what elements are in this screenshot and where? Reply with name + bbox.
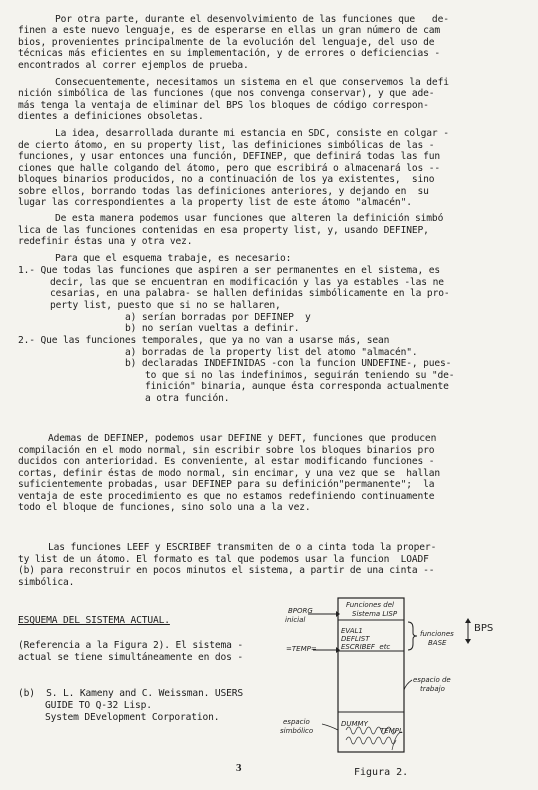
- text-line: a otra función.: [145, 393, 230, 404]
- text-line: ventaja de este procedimiento es que no estamos redefiniendo continuamente: [18, 491, 435, 502]
- figure-label: =TEMP=: [286, 645, 317, 653]
- figure-label: funciones: [420, 630, 454, 638]
- text-line: redefinir éstas una y otra vez.: [18, 236, 193, 247]
- figure-label: BPORG: [288, 607, 313, 615]
- figure-label: BASE: [428, 639, 447, 647]
- text-line: actual se tiene simultáneamente en dos -: [18, 652, 244, 663]
- text-line: más tenga la ventaja de eliminar del BPS los bloques de código correspon-: [18, 100, 429, 111]
- text-line: GUIDE TO Q-32 Lisp.: [45, 700, 152, 711]
- text-line: Por otra parte, durante el desenvolvimiento de las funciones que de-: [55, 14, 449, 25]
- text-line: (b) para reconstruir en pocos minutos el sistema, a partir de una cinta --: [18, 565, 435, 576]
- text-line: b) declaradas INDEFINIDAS -con la funcion UNDEFINE-, pues-: [125, 358, 452, 369]
- text-line: De esta manera podemos usar funciones que alteren la definición simbó: [55, 213, 444, 224]
- figure-label: DUMMY: [341, 720, 368, 728]
- page-number: 3: [236, 762, 242, 774]
- figure-label: inicial: [285, 616, 306, 624]
- text-line: La idea, desarrollada durante mi estancia en SDC, consiste en colgar -: [55, 128, 449, 139]
- figure-label: TEMPL: [380, 727, 403, 735]
- text-line: técnicas más eficientes en su implementación, y de errores o deficiencias -: [18, 48, 440, 59]
- text-line: b) no serían vueltas a definir.: [125, 323, 300, 334]
- text-line: ty list de un átomo. El formato es tal que podemos usar la funcion LOADF: [18, 554, 429, 565]
- figure-label: espacio de: [413, 676, 451, 684]
- figure-label: ESCRIBEF etc: [341, 643, 391, 651]
- text-line: ducidos con anterioridad. Es conveniente, al estar modificando funciones -: [18, 456, 435, 467]
- text-line: ciones que halle colgando del átomo, pero que escribirá o almacenará los --: [18, 163, 440, 174]
- figure-label: Sistema LISP: [352, 610, 398, 618]
- text-line: finen a este nuevo lenguaje, es de esperarse en ellas un gran número de cam: [18, 25, 440, 36]
- text-line: lica de las funciones contenidas en esa property list, y, usando DEFINEP,: [18, 225, 429, 236]
- figure-label: trabajo: [420, 685, 445, 693]
- text-line: sobre ellos, borrando todas las definiciones anteriores, y dejando en su: [18, 186, 429, 197]
- figure-label: DEFLIST: [341, 635, 370, 643]
- text-line: (Referencia a la Figura 2). El sistema -: [18, 640, 244, 651]
- figure-label: espacio: [283, 718, 310, 726]
- text-line: suficientemente probadas, usar DEFINEP para su definición"permanente"; la: [18, 479, 435, 490]
- text-line: a) borradas de la property list del atomo "almacén".: [125, 347, 418, 358]
- text-line: encontrados al correr ejemplos de prueba.: [18, 60, 249, 71]
- text-line: simbólica.: [18, 577, 75, 588]
- text-line: Ademas de DEFINEP, podemos usar DEFINE y DEFT, funciones que producen: [48, 433, 437, 444]
- text-line: compilación en el modo normal, sin escribir sobre los bloques binarios pro: [18, 445, 435, 456]
- text-line: System DEvelopment Corporation.: [45, 712, 220, 723]
- text-line: lugar las correspondientes a la property list de este átomo "almacén".: [18, 197, 412, 208]
- text-line: bios, provenientes principalmente de la evolución del lenguaje, del uso de: [18, 37, 435, 48]
- text-line: funciones, y usar entonces una función, DEFINEP, que definirá todas las fun: [18, 151, 440, 162]
- text-line: finición" binaria, aunque ésta corresponda actualmente: [145, 381, 449, 392]
- text-line: ESQUEMA DEL SISTEMA ACTUAL.: [18, 615, 170, 626]
- text-line: nición simbólica de las funciones (que nos convenga conservar), y que ade-: [18, 88, 435, 99]
- text-line: decir, las que se encuentran en modificación y las ya estables -las ne: [50, 277, 444, 288]
- figure-label: BPS: [474, 623, 494, 634]
- text-line: de cierto átomo, en su property list, las definiciones simbólicas de las -: [18, 140, 435, 151]
- text-line: dientes a definiciones obsoletas.: [18, 111, 204, 122]
- text-line: (b) S. L. Kameny and C. Weissman. USERS: [18, 688, 244, 699]
- figure-label: EVAL1: [341, 627, 363, 635]
- text-line: bloques binarios producidos, no a continuación de los ya existentes, sino: [18, 174, 435, 185]
- text-line: to que si no las indefinimos, seguirán teniendo su "de-: [145, 370, 455, 381]
- figure-label: simbólico: [280, 727, 314, 735]
- text-line: Para que el esquema trabaje, es necesario:: [55, 253, 292, 264]
- text-line: todo el bloque de funciones, sino solo una a la vez.: [18, 502, 311, 513]
- text-line: Las funciones LEEF y ESCRIBEF transmiten de o a cinta toda la proper-: [48, 542, 437, 553]
- figure-caption: Figura 2.: [354, 767, 409, 778]
- text-line: cesarias, en una palabra- se hallen definidas simbólicamente en la pro-: [50, 288, 450, 299]
- figure-label: Funciones del: [346, 601, 395, 609]
- text-line: 1.- Que todas las funciones que aspiren a ser permanentes en el sistema, es: [18, 265, 440, 276]
- text-line: a) serían borradas por DEFINEP y: [125, 312, 311, 323]
- text-line: cortas, definir éstas de modo normal, sin encimar, y una vez que se hallan: [18, 468, 440, 479]
- text-line: perty list, puesto que si no se hallaren,: [50, 300, 281, 311]
- text-line: 2.- Que las funciones temporales, que ya no van a usarse más, sean: [18, 335, 390, 346]
- text-line: Consecuentemente, necesitamos un sistema en el que conservemos la defi: [55, 77, 449, 88]
